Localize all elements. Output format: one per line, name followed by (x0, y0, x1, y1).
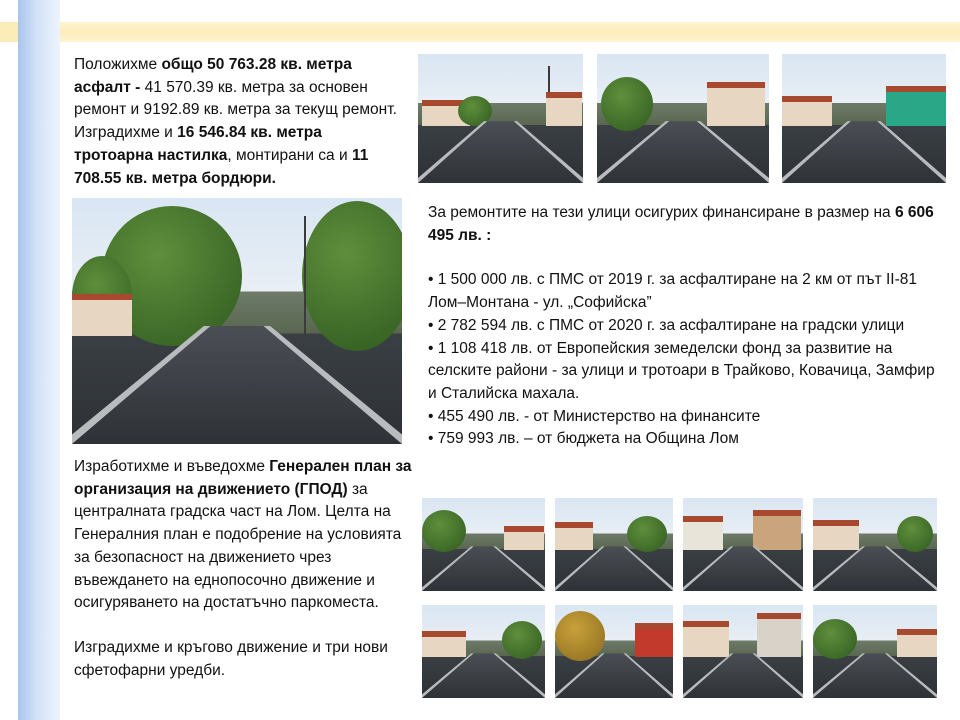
plan-text-1: Изработихме и въведохме (74, 458, 270, 475)
asphalt-text-1: Положихме (74, 56, 162, 73)
asphalt-bold-3: 11 708.55 кв. метра бордюри. (74, 146, 369, 187)
funding-item: • 2 782 594 лв. с ПМС от 2020 г. за асфалтиране на градски улици (428, 316, 905, 334)
funding-item: • 759 993 лв. – от бюджета на Община Лом (428, 430, 739, 448)
plan-text-3: Изградихме и кръгово движение и три нови сфетофарни уредби. (74, 638, 388, 679)
plan-text-2: за централната градска част на Лом. Целта на Генералния план е подобрение на условията за безопасност на движението чрез въвеждането на еднопосочно движение и осигуряването на достатъчно паркоместа. (74, 480, 402, 612)
plan-gap (74, 615, 414, 637)
street-photo (422, 605, 545, 698)
street-photo (813, 498, 937, 591)
asphalt-text-3: , монтирани са и (227, 146, 352, 164)
left-accent-bar (18, 0, 60, 720)
funding-total: 6 606 495 лв. : (428, 204, 934, 244)
asphalt-bold-1: общо 50 763.28 кв. метра асфалт - (74, 56, 352, 96)
street-photo (782, 54, 946, 183)
funding-item: • 1 108 418 лв. от Европейския земеделски фонд за развитие на селските райони - за улици и тротоари в Трайково, Ковачица, Замфир и Сталийска махала. (428, 339, 935, 402)
street-photo (683, 498, 803, 591)
top-accent-stripe-left (0, 22, 18, 42)
main-street-photo (72, 198, 402, 444)
plan-bold-1: Генерален план за организация на движението (ГПОД) (74, 458, 412, 498)
funding-gap (428, 247, 943, 269)
traffic-plan-text (74, 456, 414, 682)
funding-item: • 455 490 лв. - от Министерство на финансите (428, 407, 761, 425)
funding-intro: За ремонтите на тези улици осигурих финансиране в размер на (428, 204, 895, 221)
funding-summary-text (428, 202, 943, 451)
street-photo (555, 498, 673, 591)
street-photo (418, 54, 583, 183)
funding-item: • 1 500 000 лв. с ПМС от 2019 г. за асфалтиране на 2 км от път II-81 Лом–Монтана - ул. „Софийска” (428, 271, 917, 312)
street-photo (683, 605, 803, 698)
street-photo (597, 54, 769, 183)
asphalt-text-2: 41 570.39 кв. метра за основен ремонт и 9192.89 кв. метра за текущ ремонт. Изградихме и (74, 78, 397, 142)
street-photo (422, 498, 545, 591)
top-accent-stripe (60, 22, 960, 42)
street-photo (555, 605, 673, 698)
asphalt-summary-text (74, 54, 404, 190)
asphalt-bold-2: 16 546.84 кв. метра тротоарна настилка (74, 124, 322, 164)
street-photo (813, 605, 937, 698)
